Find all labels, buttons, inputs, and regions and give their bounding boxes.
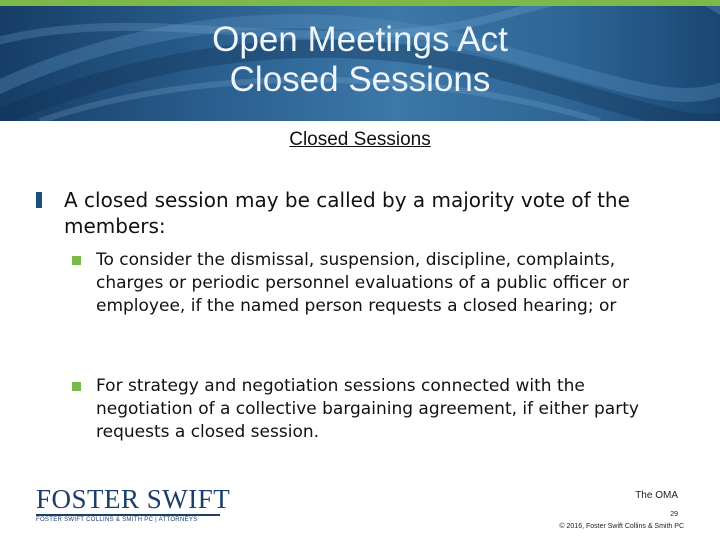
sub-bullet-text: For strategy and negotiation sessions connected with the negotiation of a collective bargaining agreement, if either party requests a closed session. (96, 376, 639, 442)
sub-bullet-text: To consider the dismissal, suspension, discipline, complaints, charges or periodic personnel evaluations of a public officer or employee, if the named person requests a closed hearing; or (96, 250, 630, 316)
title-line-2: Closed Sessions (229, 60, 491, 99)
logo-divider (36, 514, 220, 516)
copyright-notice: © 2016, Foster Swift Collins & Smith PC (559, 523, 684, 530)
logo-tagline: FOSTER SWIFT COLLINS & SMITH PC | ATTORNEYS (36, 517, 198, 523)
bullet-marker (36, 192, 42, 208)
title-banner (0, 6, 720, 121)
footer-label: The OMA (635, 490, 678, 501)
slide-title (0, 20, 720, 100)
section-subtitle: Closed Sessions (289, 129, 431, 150)
page-number: 29 (670, 511, 678, 518)
logo-name: FOSTER SWIFT (36, 484, 231, 514)
sub-bullet-marker (72, 256, 81, 265)
foster-swift-logo (36, 484, 231, 523)
title-line-1: Open Meetings Act (212, 20, 508, 59)
main-bullet-text: A closed session may be called by a majority vote of the members: (64, 188, 630, 238)
sub-bullet-marker (72, 382, 81, 391)
